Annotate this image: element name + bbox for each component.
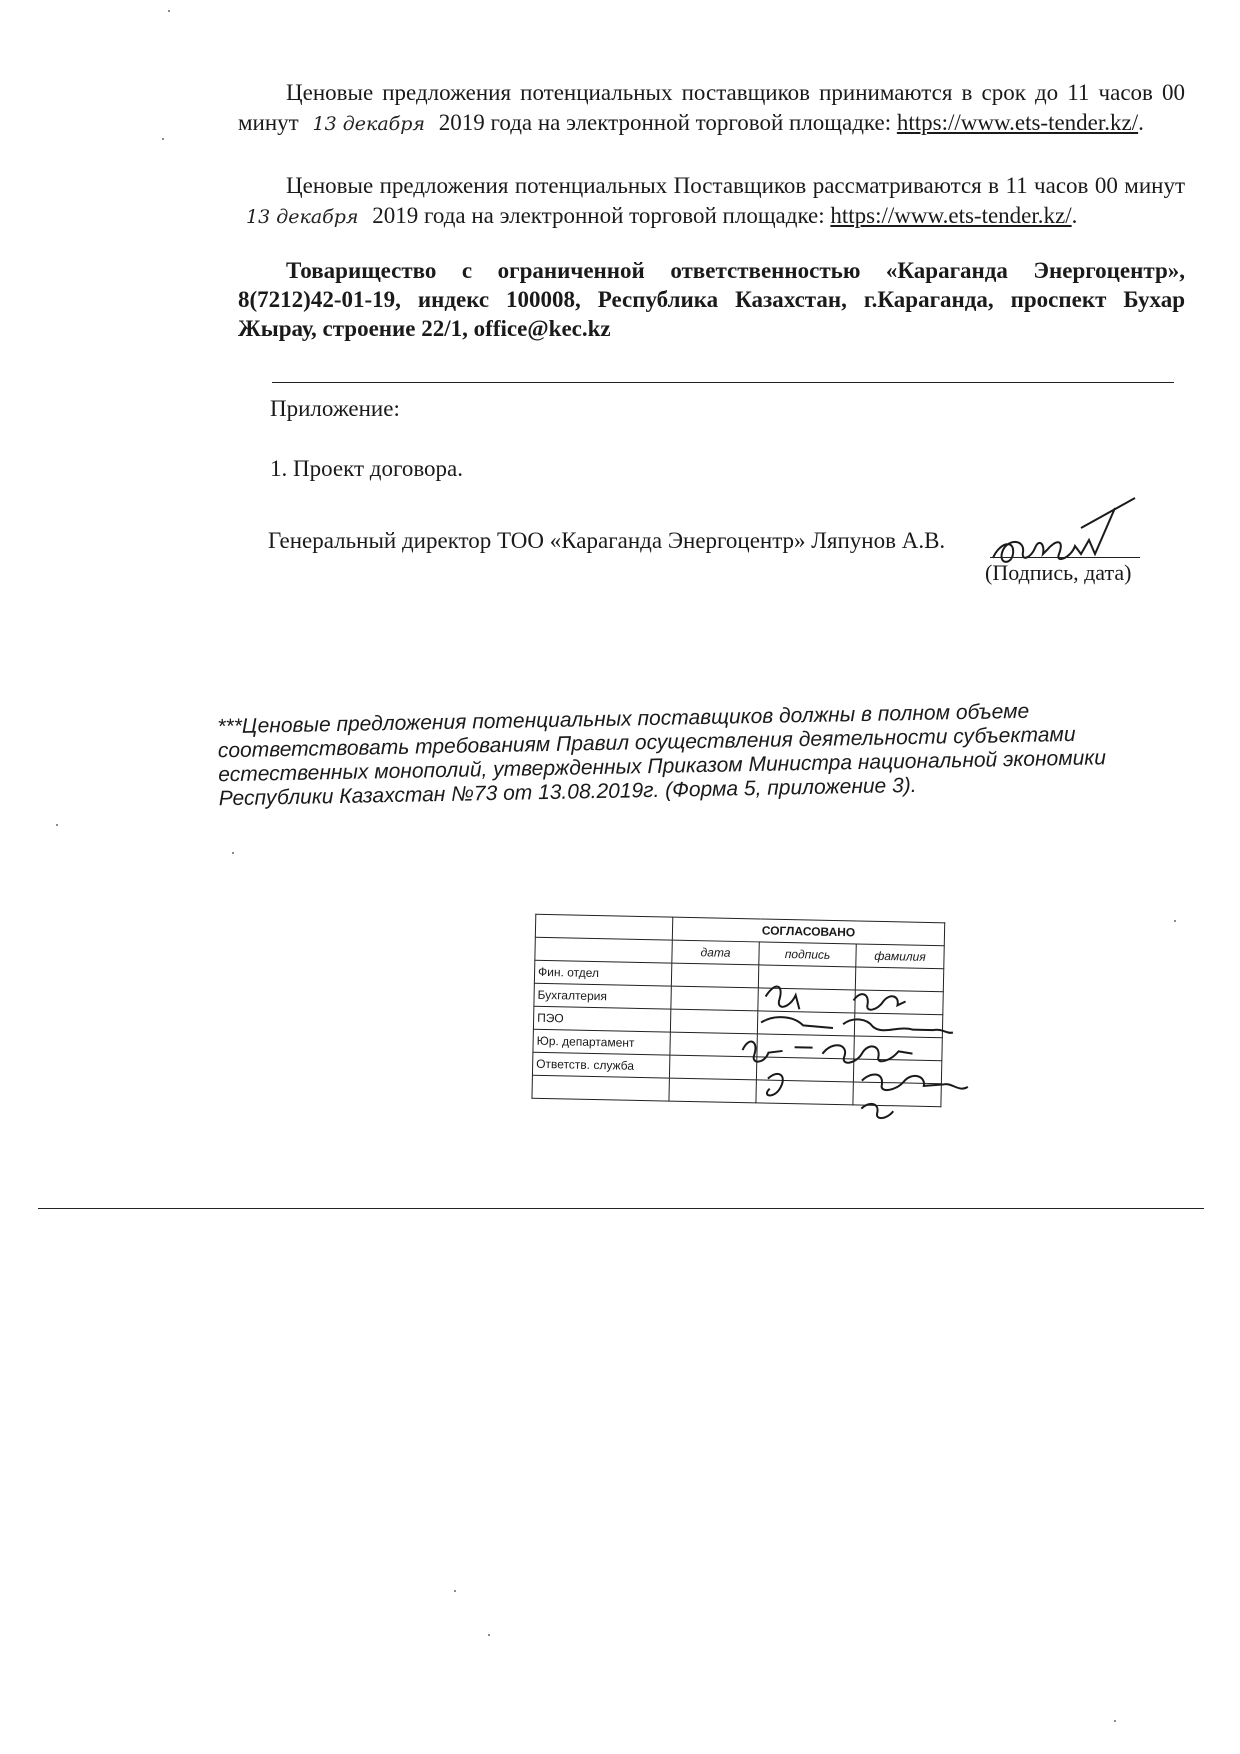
approval-signatures-icon: [531, 914, 1006, 1144]
footnote-text: ***Ценовые предложения потенциальных поставщиков должны в полном объеме соответствовать требованиям Правил осуществления деятельности субъектами естественных монополий, утвержденных Приказом Министра национальной экономики Республики Казахстан №73 от 13.08.2019г. (Форма 5, приложение 3).: [217, 699, 1107, 811]
p1-handwritten-date: 13 декабря: [312, 113, 425, 135]
paragraph-submission-deadline: [238, 78, 1185, 139]
row-label: Бухгалтерия: [534, 983, 671, 1009]
company-info: [238, 256, 1185, 343]
p1-link[interactable]: https://www.ets-tender.kz/: [896, 110, 1139, 135]
col-date: дата: [672, 940, 759, 965]
p1-text-after: 2019 года на электронной торговой площадке:: [438, 110, 892, 135]
attachment-heading: Приложение:: [270, 396, 400, 421]
bottom-rule: [38, 1208, 1204, 1209]
company-text: Товарищество с ограниченной ответственностью «Караганда Энергоцентр», 8(7212)42-01-19, индекс 100008, Республика Казахстан, г.Караганда, проспект Бухар Жырау, строение 22/1, office@kec.kz: [238, 258, 1185, 341]
p1-end: .: [1138, 110, 1144, 135]
scan-speck: [168, 10, 170, 12]
p2-text-after: 2019 года на электронной торговой площадке:: [372, 203, 825, 228]
horizontal-rule: [272, 382, 1174, 383]
p2-link[interactable]: https://www.ets-tender.kz/: [830, 203, 1072, 228]
signature-caption: (Подпись, дата): [985, 560, 1132, 585]
row-label: Юр. департамент: [533, 1029, 670, 1055]
row-label: Ответств. служба: [532, 1052, 669, 1078]
signature-line: Генеральный директор ТОО «Караганда Энергоцентр» Ляпунов А.В.: [268, 528, 946, 553]
attachment-item: 1. Проект договора.: [270, 456, 463, 481]
p2-text-before: Ценовые предложения потенциальных Поставщиков рассматриваются в 11 часов 00 минут: [286, 173, 1185, 198]
col-signature: подпись: [759, 942, 856, 967]
scan-speck: [1174, 920, 1176, 922]
approval-title: СОГЛАСОВАНО: [672, 917, 944, 946]
row-label: Фин. отдел: [534, 960, 671, 986]
col-surname: фамилия: [856, 944, 944, 969]
scan-speck: [232, 852, 234, 854]
approval-stamp: [531, 914, 945, 1141]
p2-end: .: [1071, 203, 1078, 228]
scan-speck: [1114, 1720, 1116, 1722]
signature-underline: [990, 557, 1140, 558]
p1-text-before: Ценовые предложения потенциальных поставщиков принимаются в срок до 11 часов 00 минут: [238, 80, 1185, 135]
scan-speck: [488, 1634, 490, 1636]
paragraph-review-time: [238, 171, 1185, 232]
p2-handwritten-date: 13 декабря: [246, 206, 359, 228]
scan-speck: [56, 824, 58, 826]
scan-speck: [162, 138, 164, 140]
scan-speck: [454, 1590, 456, 1592]
row-label: ПЭО: [533, 1006, 670, 1032]
